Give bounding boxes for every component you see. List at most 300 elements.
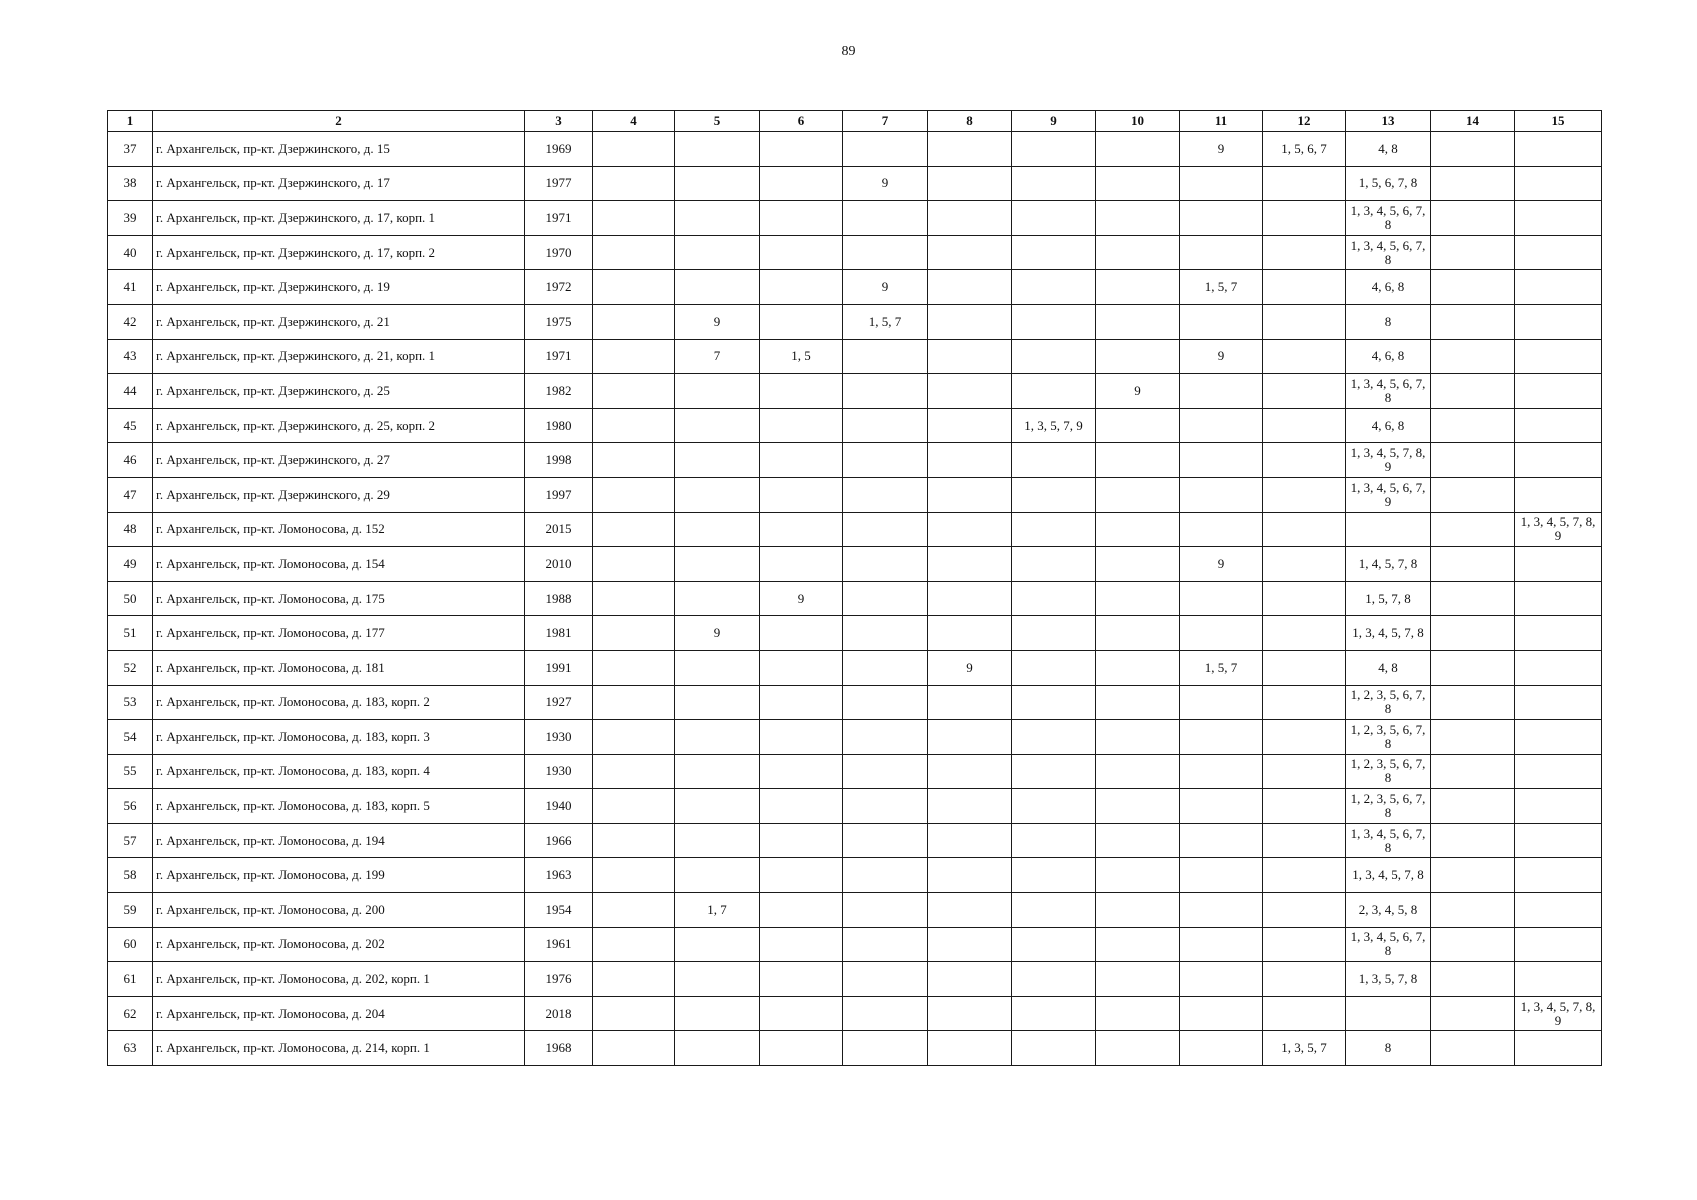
table-cell xyxy=(593,823,675,858)
table-cell xyxy=(1180,996,1263,1031)
table-cell xyxy=(1096,893,1180,928)
table-cell: 1, 5, 7, 8 xyxy=(1346,581,1431,616)
year-cell: 1982 xyxy=(525,374,593,409)
year-cell: 1966 xyxy=(525,823,593,858)
table-cell xyxy=(593,720,675,755)
table-cell xyxy=(1263,616,1346,651)
row-number-cell: 48 xyxy=(108,512,153,547)
table-cell xyxy=(593,616,675,651)
address-cell xyxy=(153,789,525,824)
table-cell xyxy=(1431,374,1515,409)
table-cell xyxy=(1431,304,1515,339)
cell-value: г. Архангельск, пр-кт. Ломоносова, д. 214, корп. 1 xyxy=(156,1040,430,1056)
column-header-14: 14 xyxy=(1431,111,1515,132)
table-cell xyxy=(1515,132,1602,167)
cell-value: 1, 2, 3, 5, 6, 7, 8 xyxy=(1350,687,1426,717)
table-cell xyxy=(1431,443,1515,478)
table-cell xyxy=(675,512,760,547)
table-cell xyxy=(1431,720,1515,755)
table-cell xyxy=(1431,650,1515,685)
year-cell: 1940 xyxy=(525,789,593,824)
table-cell xyxy=(1346,201,1431,236)
table-cell xyxy=(1012,443,1096,478)
year-cell: 1998 xyxy=(525,443,593,478)
table-cell xyxy=(1180,1031,1263,1066)
cell-value: г. Архангельск, пр-кт. Дзержинского, д. 19 xyxy=(156,279,390,295)
table-row xyxy=(108,823,1602,858)
column-header-7: 7 xyxy=(843,111,928,132)
table-cell: 9 xyxy=(1180,132,1263,167)
table-row xyxy=(108,443,1602,478)
table-row xyxy=(108,996,1602,1031)
table-cell: 4, 6, 8 xyxy=(1346,270,1431,305)
row-number-cell: 58 xyxy=(108,858,153,893)
address-cell xyxy=(153,858,525,893)
table-cell xyxy=(1180,166,1263,201)
table-cell xyxy=(1263,547,1346,582)
table-cell xyxy=(843,616,928,651)
row-number-cell: 44 xyxy=(108,374,153,409)
table-cell xyxy=(928,477,1012,512)
address-cell xyxy=(153,581,525,616)
cell-value: г. Архангельск, пр-кт. Ломоносова, д. 177 xyxy=(156,625,385,641)
row-number-cell: 59 xyxy=(108,893,153,928)
row-number-cell: 47 xyxy=(108,477,153,512)
table-row xyxy=(108,685,1602,720)
table-cell xyxy=(675,581,760,616)
table-cell xyxy=(843,927,928,962)
row-number-cell: 41 xyxy=(108,270,153,305)
table-cell xyxy=(1431,962,1515,997)
address-cell xyxy=(153,270,525,305)
table-cell xyxy=(675,477,760,512)
table-cell xyxy=(593,512,675,547)
table-cell xyxy=(675,996,760,1031)
address-cell xyxy=(153,374,525,409)
table-cell xyxy=(1012,166,1096,201)
data-table xyxy=(107,110,1602,1066)
table-cell xyxy=(1096,823,1180,858)
table-cell xyxy=(1096,408,1180,443)
cell-value: 1, 3, 4, 5, 7, 8 xyxy=(1352,867,1424,883)
table-row xyxy=(108,616,1602,651)
table-cell xyxy=(675,720,760,755)
cell-value: 1, 3, 4, 5, 6, 7, 8 xyxy=(1350,375,1426,405)
table-cell xyxy=(1515,754,1602,789)
row-number-cell: 40 xyxy=(108,235,153,270)
table-cell xyxy=(1515,477,1602,512)
cell-value: г. Архангельск, пр-кт. Ломоносова, д. 202, корп. 1 xyxy=(156,971,430,987)
row-number-cell: 61 xyxy=(108,962,153,997)
table-cell xyxy=(928,823,1012,858)
table-cell xyxy=(1515,1031,1602,1066)
table-cell xyxy=(1180,443,1263,478)
year-cell: 1997 xyxy=(525,477,593,512)
table-cell xyxy=(593,270,675,305)
table-cell xyxy=(1263,270,1346,305)
table-cell xyxy=(760,789,843,824)
table-cell xyxy=(1180,616,1263,651)
table-row xyxy=(108,927,1602,962)
table-cell xyxy=(675,547,760,582)
row-number-cell: 38 xyxy=(108,166,153,201)
row-number-cell: 57 xyxy=(108,823,153,858)
row-number-cell: 45 xyxy=(108,408,153,443)
table-cell xyxy=(760,720,843,755)
table-cell xyxy=(1012,235,1096,270)
table-cell xyxy=(928,512,1012,547)
table-cell xyxy=(1096,789,1180,824)
table-cell xyxy=(1096,339,1180,374)
table-cell xyxy=(675,823,760,858)
table-row xyxy=(108,1031,1602,1066)
table-cell xyxy=(843,685,928,720)
table-cell xyxy=(1012,304,1096,339)
year-cell: 1970 xyxy=(525,235,593,270)
table-row xyxy=(108,304,1602,339)
table-cell xyxy=(1012,581,1096,616)
table-row xyxy=(108,408,1602,443)
table-row xyxy=(108,201,1602,236)
table-cell xyxy=(760,477,843,512)
table-row xyxy=(108,754,1602,789)
address-cell xyxy=(153,235,525,270)
table-cell xyxy=(1431,685,1515,720)
address-cell xyxy=(153,616,525,651)
table-cell: 1, 3, 5, 7, 8 xyxy=(1346,962,1431,997)
table-cell xyxy=(760,962,843,997)
row-number-cell: 51 xyxy=(108,616,153,651)
address-cell xyxy=(153,339,525,374)
table-cell xyxy=(1515,789,1602,824)
table-cell xyxy=(760,443,843,478)
table-cell xyxy=(1431,235,1515,270)
year-cell: 1968 xyxy=(525,1031,593,1066)
year-cell: 1930 xyxy=(525,754,593,789)
column-header-9: 9 xyxy=(1012,111,1096,132)
table-cell xyxy=(843,132,928,167)
table-cell xyxy=(1346,443,1431,478)
table-cell xyxy=(1263,720,1346,755)
table-cell xyxy=(1012,201,1096,236)
cell-value: г. Архангельск, пр-кт. Ломоносова, д. 204 xyxy=(156,1005,385,1021)
table-cell: 8 xyxy=(1346,304,1431,339)
table-cell xyxy=(675,962,760,997)
table-cell xyxy=(1431,477,1515,512)
table-cell xyxy=(1431,581,1515,616)
table-cell xyxy=(1180,893,1263,928)
table-cell xyxy=(843,547,928,582)
table-cell xyxy=(928,132,1012,167)
table-cell xyxy=(593,547,675,582)
table-cell xyxy=(1263,996,1346,1031)
table-cell xyxy=(1096,512,1180,547)
table-cell xyxy=(1515,581,1602,616)
table-cell xyxy=(1263,201,1346,236)
cell-value: г. Архангельск, пр-кт. Дзержинского, д. 25, корп. 2 xyxy=(156,417,436,433)
table-cell xyxy=(1346,927,1431,962)
table-cell xyxy=(1096,1031,1180,1066)
table-cell xyxy=(1096,443,1180,478)
table-cell xyxy=(593,893,675,928)
year-cell: 1975 xyxy=(525,304,593,339)
table-cell xyxy=(593,685,675,720)
table-cell: 1, 5, 7 xyxy=(1180,650,1263,685)
table-cell xyxy=(1431,408,1515,443)
table-cell: 1, 5 xyxy=(760,339,843,374)
table-cell: 7 xyxy=(675,339,760,374)
table-cell xyxy=(1096,754,1180,789)
cell-value: 1, 3, 4, 5, 6, 7, 8 xyxy=(1350,825,1426,855)
table-cell xyxy=(1263,823,1346,858)
cell-value: г. Архангельск, пр-кт. Ломоносова, д. 183, корп. 2 xyxy=(156,694,430,710)
table-cell: 1, 3, 5, 7, 9 xyxy=(1012,408,1096,443)
table-cell xyxy=(1180,858,1263,893)
table-cell xyxy=(1096,477,1180,512)
table-row xyxy=(108,893,1602,928)
table-cell xyxy=(1515,270,1602,305)
table-cell xyxy=(1180,720,1263,755)
cell-value: 1, 3, 4, 5, 7, 8 xyxy=(1352,625,1424,641)
table-cell xyxy=(675,270,760,305)
table-cell xyxy=(843,374,928,409)
address-cell xyxy=(153,893,525,928)
column-header-15: 15 xyxy=(1515,111,1602,132)
table-cell xyxy=(1431,893,1515,928)
table-cell xyxy=(1012,650,1096,685)
table-cell xyxy=(1515,893,1602,928)
cell-value: 1, 3, 4, 5, 6, 7, 8 xyxy=(1350,929,1426,959)
table-body xyxy=(108,132,1602,1066)
table-cell xyxy=(1263,685,1346,720)
table-cell xyxy=(1515,858,1602,893)
table-cell xyxy=(675,754,760,789)
address-cell xyxy=(153,132,525,167)
table-cell xyxy=(593,374,675,409)
table-cell xyxy=(593,650,675,685)
table-cell xyxy=(1263,339,1346,374)
table-cell xyxy=(1012,512,1096,547)
cell-value: 1, 3, 4, 5, 6, 7, 9 xyxy=(1350,479,1426,509)
column-header-6: 6 xyxy=(760,111,843,132)
column-header-3: 3 xyxy=(525,111,593,132)
row-number-cell: 49 xyxy=(108,547,153,582)
table-cell xyxy=(760,235,843,270)
table-cell xyxy=(675,235,760,270)
address-cell xyxy=(153,477,525,512)
table-cell xyxy=(1346,754,1431,789)
table-cell: 4, 8 xyxy=(1346,650,1431,685)
table-cell xyxy=(1263,166,1346,201)
cell-value: 1, 3, 4, 5, 7, 8, 9 xyxy=(1350,445,1426,475)
table-cell xyxy=(1431,858,1515,893)
table-row xyxy=(108,374,1602,409)
table-cell xyxy=(593,754,675,789)
table-cell xyxy=(1346,374,1431,409)
table-cell xyxy=(593,962,675,997)
table-cell xyxy=(1515,616,1602,651)
table-row xyxy=(108,581,1602,616)
table-cell xyxy=(1096,720,1180,755)
table-cell xyxy=(1180,789,1263,824)
column-header-13: 13 xyxy=(1346,111,1431,132)
table-cell xyxy=(1096,304,1180,339)
table-cell: 9 xyxy=(675,616,760,651)
table-cell: 4, 6, 8 xyxy=(1346,408,1431,443)
table-cell xyxy=(1096,650,1180,685)
table-cell xyxy=(1431,616,1515,651)
year-cell: 1971 xyxy=(525,201,593,236)
address-cell xyxy=(153,408,525,443)
table-cell xyxy=(1096,166,1180,201)
table-cell xyxy=(1515,996,1602,1031)
table-cell xyxy=(843,858,928,893)
year-cell: 1961 xyxy=(525,927,593,962)
table-cell xyxy=(1012,962,1096,997)
address-cell xyxy=(153,443,525,478)
table-cell xyxy=(843,408,928,443)
table-cell xyxy=(1263,927,1346,962)
table-cell xyxy=(1431,547,1515,582)
column-header-4: 4 xyxy=(593,111,675,132)
table-cell xyxy=(1431,823,1515,858)
table-cell xyxy=(843,720,928,755)
address-cell xyxy=(153,547,525,582)
row-number-cell: 39 xyxy=(108,201,153,236)
table-cell xyxy=(1431,339,1515,374)
table-cell xyxy=(1012,616,1096,651)
table-cell xyxy=(760,512,843,547)
cell-value: г. Архангельск, пр-кт. Дзержинского, д. 25 xyxy=(156,382,390,398)
table-cell xyxy=(1431,512,1515,547)
table-row xyxy=(108,547,1602,582)
table-cell: 9 xyxy=(1180,547,1263,582)
table-cell xyxy=(1263,962,1346,997)
table-cell xyxy=(1263,443,1346,478)
table-cell: 1, 3, 5, 7 xyxy=(1263,1031,1346,1066)
table-cell xyxy=(1096,132,1180,167)
column-header-8: 8 xyxy=(928,111,1012,132)
year-cell: 1927 xyxy=(525,685,593,720)
table-cell xyxy=(1096,616,1180,651)
table-cell xyxy=(760,996,843,1031)
table-cell xyxy=(1012,754,1096,789)
cell-value: 1, 2, 3, 5, 6, 7, 8 xyxy=(1350,791,1426,821)
table-cell xyxy=(928,893,1012,928)
table-cell xyxy=(1263,374,1346,409)
table-cell: 1, 5, 7 xyxy=(843,304,928,339)
table-cell xyxy=(675,650,760,685)
table-cell: 1, 7 xyxy=(675,893,760,928)
table-cell xyxy=(593,166,675,201)
table-row xyxy=(108,166,1602,201)
year-cell: 1988 xyxy=(525,581,593,616)
address-cell xyxy=(153,201,525,236)
table-cell xyxy=(593,132,675,167)
table-row xyxy=(108,477,1602,512)
table-cell xyxy=(843,650,928,685)
year-cell: 1971 xyxy=(525,339,593,374)
table-cell xyxy=(843,512,928,547)
table-cell xyxy=(593,339,675,374)
cell-value: 1, 3, 4, 5, 7, 8, 9 xyxy=(1520,998,1596,1028)
table-cell xyxy=(1515,201,1602,236)
table-cell xyxy=(675,166,760,201)
cell-value: г. Архангельск, пр-кт. Ломоносова, д. 175 xyxy=(156,590,385,606)
table-cell xyxy=(760,1031,843,1066)
table-cell xyxy=(1263,789,1346,824)
row-number-cell: 37 xyxy=(108,132,153,167)
year-cell: 1981 xyxy=(525,616,593,651)
table-cell xyxy=(1346,858,1431,893)
table-cell xyxy=(1263,893,1346,928)
table-cell xyxy=(1515,962,1602,997)
table-cell xyxy=(1180,962,1263,997)
table-cell xyxy=(1180,304,1263,339)
table-cell xyxy=(843,477,928,512)
table-cell xyxy=(928,374,1012,409)
table-cell xyxy=(1180,374,1263,409)
table-row xyxy=(108,858,1602,893)
table-cell xyxy=(1096,858,1180,893)
table-cell xyxy=(928,304,1012,339)
table-cell xyxy=(1431,166,1515,201)
table-cell: 1, 5, 7 xyxy=(1180,270,1263,305)
column-header-10: 10 xyxy=(1096,111,1180,132)
table-cell xyxy=(1096,581,1180,616)
table-cell xyxy=(760,823,843,858)
table-cell xyxy=(1346,616,1431,651)
table-cell xyxy=(1012,132,1096,167)
table-cell xyxy=(675,408,760,443)
table-cell xyxy=(593,235,675,270)
table-cell xyxy=(1263,408,1346,443)
table-cell xyxy=(1431,132,1515,167)
header-row xyxy=(108,111,1602,132)
cell-value: г. Архангельск, пр-кт. Ломоносова, д. 199 xyxy=(156,867,385,883)
table-row xyxy=(108,512,1602,547)
table-cell xyxy=(760,132,843,167)
table-cell xyxy=(1096,547,1180,582)
table-cell xyxy=(760,858,843,893)
year-cell: 1976 xyxy=(525,962,593,997)
table-cell xyxy=(843,754,928,789)
table-cell xyxy=(928,547,1012,582)
table-row xyxy=(108,270,1602,305)
table-cell xyxy=(675,443,760,478)
row-number-cell: 62 xyxy=(108,996,153,1031)
cell-value: г. Архангельск, пр-кт. Ломоносова, д. 202 xyxy=(156,936,385,952)
table-row xyxy=(108,720,1602,755)
table-cell xyxy=(1096,270,1180,305)
table-cell xyxy=(928,616,1012,651)
table-cell xyxy=(760,547,843,582)
table-cell xyxy=(1012,477,1096,512)
row-number-cell: 55 xyxy=(108,754,153,789)
table-cell xyxy=(928,581,1012,616)
table-cell xyxy=(1263,477,1346,512)
address-cell xyxy=(153,962,525,997)
table-row xyxy=(108,235,1602,270)
table-row xyxy=(108,789,1602,824)
table-cell xyxy=(593,477,675,512)
table-cell xyxy=(928,235,1012,270)
table-cell xyxy=(928,927,1012,962)
table-cell xyxy=(1180,477,1263,512)
year-cell: 1977 xyxy=(525,166,593,201)
year-cell: 1980 xyxy=(525,408,593,443)
table-cell xyxy=(1515,374,1602,409)
